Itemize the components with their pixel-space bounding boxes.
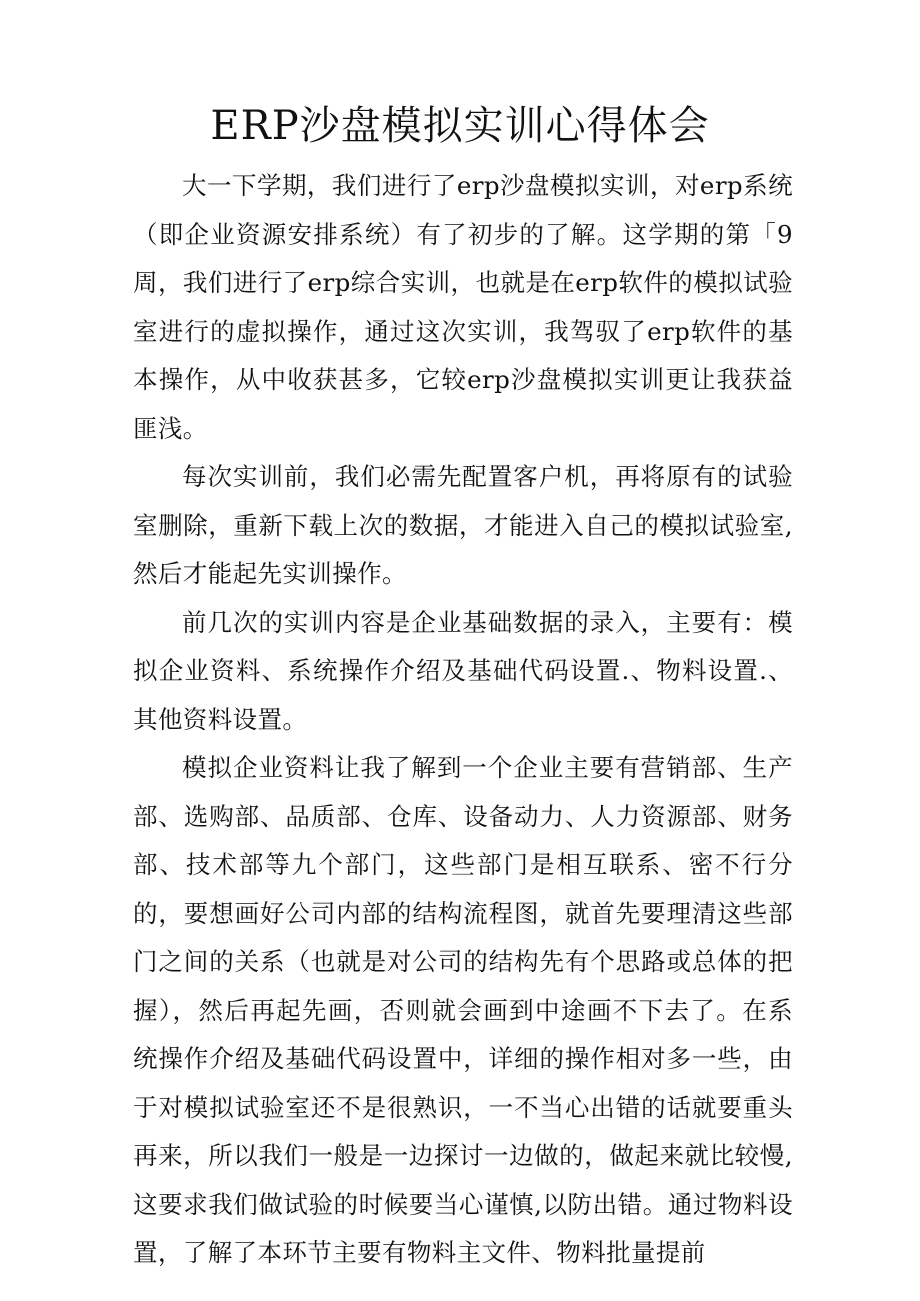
document-body: [133, 162, 793, 1278]
paragraph-1: 大一下学期，我们进行了erp沙盘模拟实训，对erp系统（即企业资源安排系统）有了初步的了解。这学期的第「9周，我们进行了erp综合实训，也就是在erp软件的模拟试验室进行的虚拟操作，通过这次实训，我驾驭了erp软件的基本操作，从中收获甚多，它较erp沙盘模拟实训更让我获益匪浅。: [133, 171, 793, 443]
paragraph-4: 模拟企业资料让我了解到一个企业主要有营销部、生产部、选购部、品质部、仓库、设备动力、人力资源部、财务部、技术部等九个部门，这些部门是相互联系、密不行分的，要想画好公司内部的结构流程图，就首先要理清这些部门之间的关系（也就是对公司的结构先有个思路或总体的把握），然后再起先画，否则就会画到中途画不下去了。在系统操作介绍及基础代码设置中，详细的操作相对多一些，由于对模拟试验室还不是很熟识，一不当心出错的话就要重头再来，所以我们一般是一边探讨一边做的，做起来就比较慢,这要求我们做试验的时候要当心谨慎,以防出错。通过物料设置，了解了本环节主要有物料主文件、物料批量提前: [133, 753, 793, 1267]
document-title: ERP沙盘模拟实训心得体会: [210, 103, 710, 149]
paragraph-3: 前几次的实训内容是企业基础数据的录入，主要有：模拟企业资料、系统操作介绍及基础代码设置.、物料设置.、其他资料设置。: [133, 607, 793, 734]
paragraph-2: 每次实训前，我们必需先配置客户机，再将原有的试验室删除，重新下载上次的数据，才能进入自己的模拟试验室,然后才能起先实训操作。: [133, 462, 793, 588]
